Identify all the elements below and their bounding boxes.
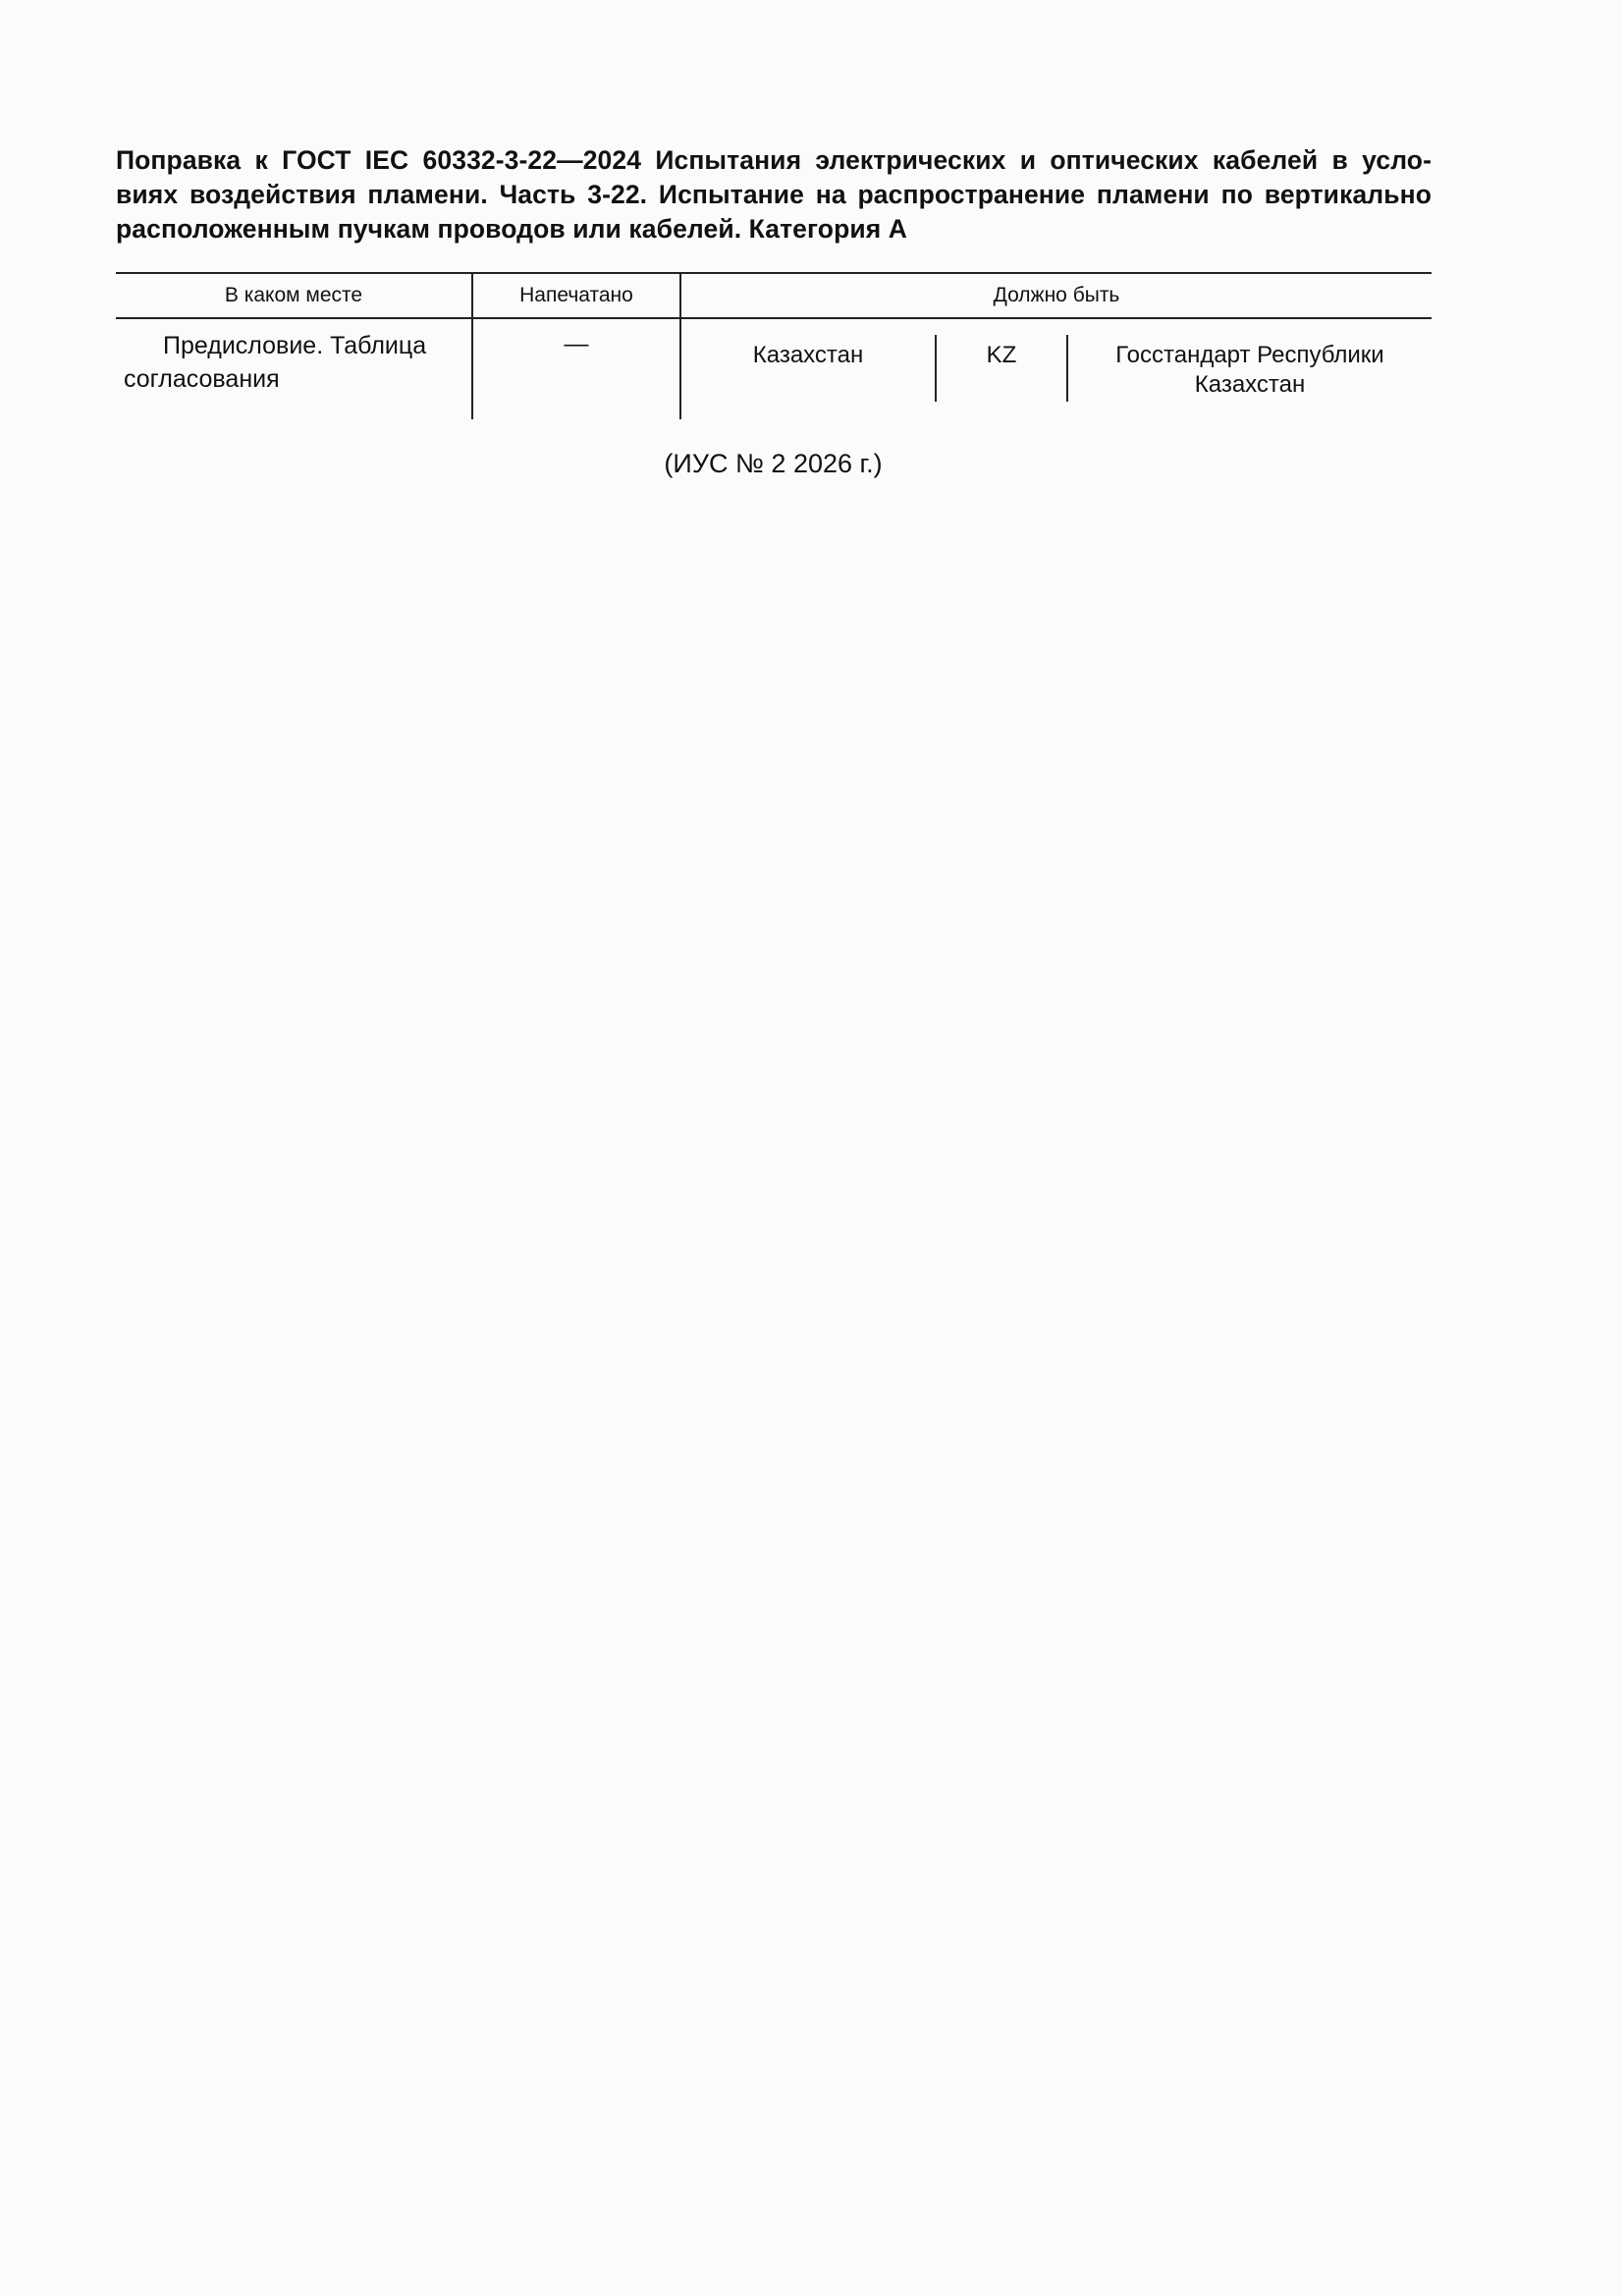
publication-reference: (ИУС № 2 2026 г.) bbox=[664, 449, 883, 478]
table-top-rule bbox=[116, 272, 1432, 274]
table-header-rule bbox=[116, 317, 1432, 319]
cell-country: Казахстан bbox=[752, 342, 864, 368]
title-line-1: Поправка к ГОСТ IEC 60332-3-22—2024 Испытания электрических и оптических кабелей в усло- bbox=[116, 145, 1432, 175]
cell-printed: — bbox=[564, 330, 589, 357]
cell-country-code: KZ bbox=[986, 342, 1017, 368]
cell-where-line-2: согласования bbox=[124, 365, 280, 393]
amendment-table bbox=[116, 272, 1432, 419]
title-line-2: виях воздействия пламени. Часть 3-22. Испытание на распространение пламени по вертикально bbox=[116, 180, 1432, 209]
header-where: В каком месте bbox=[224, 284, 363, 306]
cell-standards-body-line-2: Казахстан bbox=[1194, 371, 1306, 398]
title-line-3: расположенным пучкам проводов или кабелей. Категория А bbox=[116, 214, 908, 244]
cell-standards-body-line-1: Госстандарт Республики bbox=[1115, 342, 1384, 368]
cell-where-line-1: Предисловие. Таблица bbox=[163, 332, 427, 359]
amendment-title bbox=[116, 143, 1432, 246]
header-printed: Напечатано bbox=[519, 284, 633, 306]
header-should-be: Должно быть bbox=[993, 284, 1120, 306]
